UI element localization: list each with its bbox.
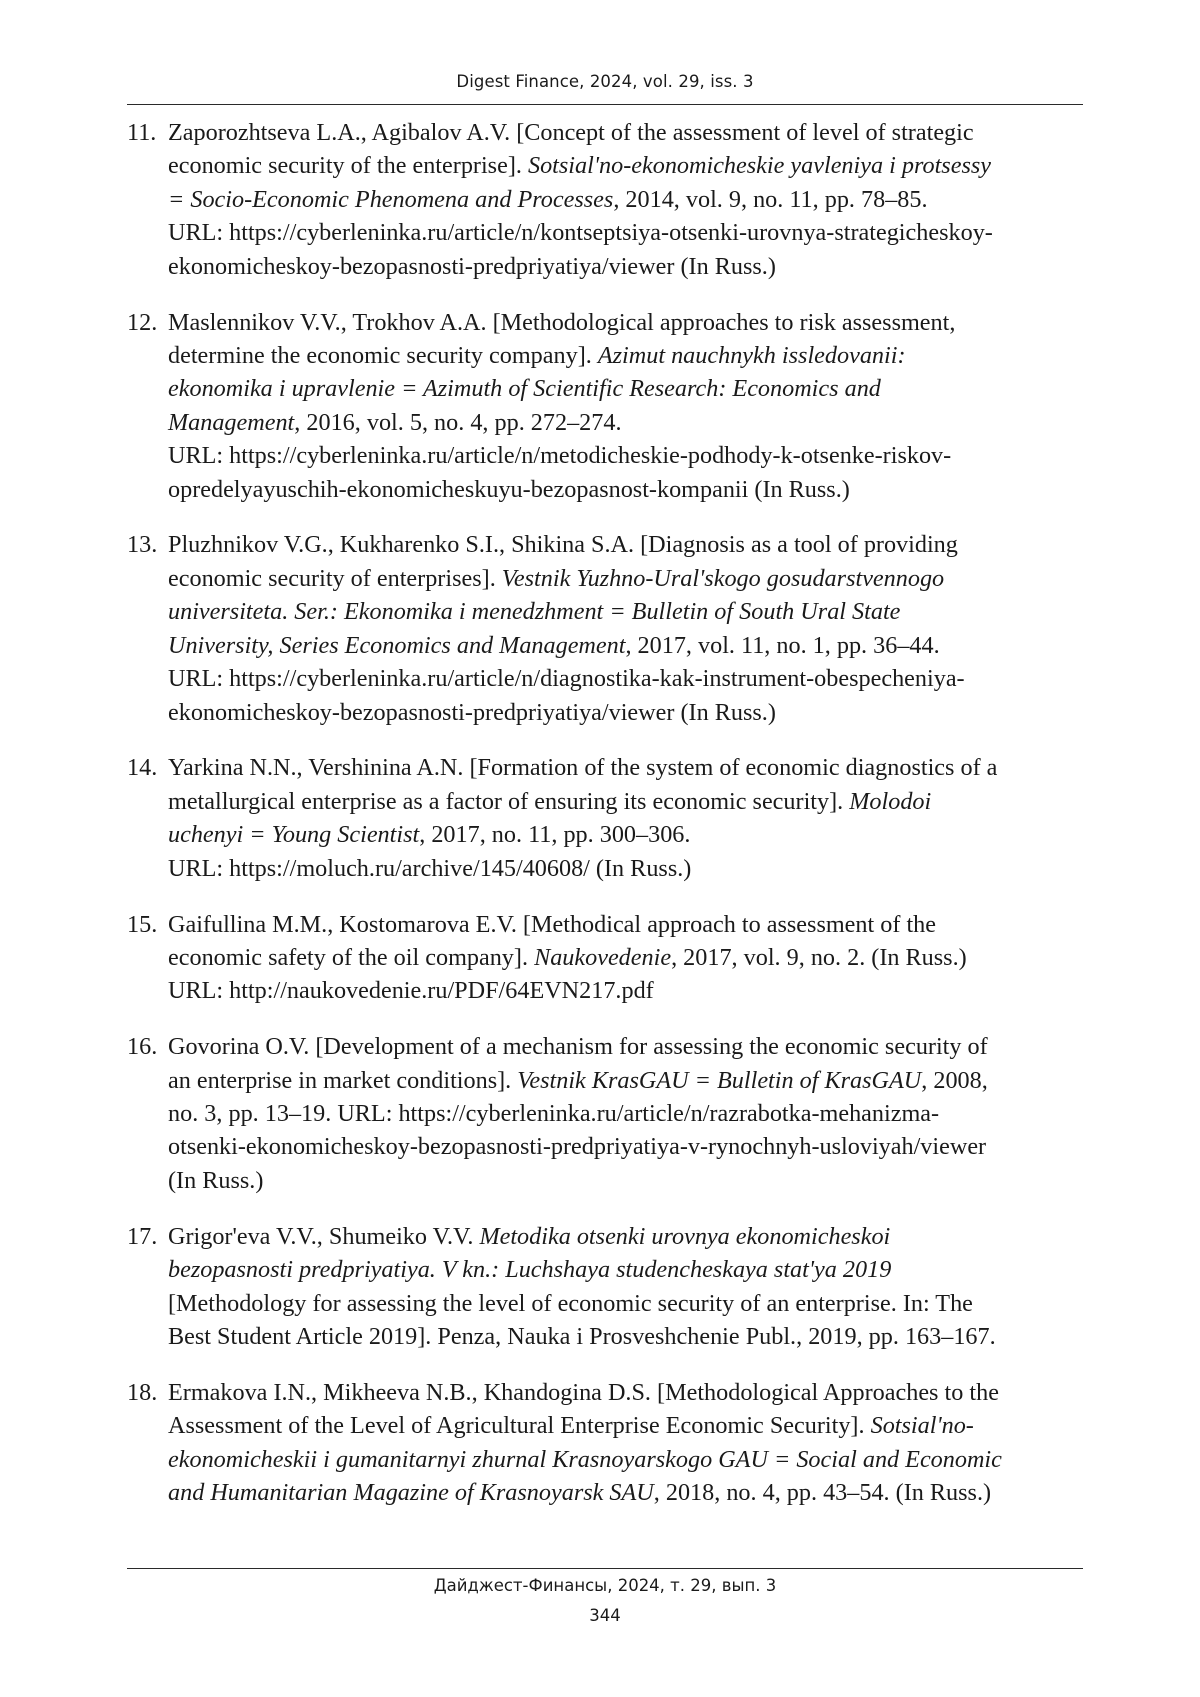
reference-source-italic: University, Series Economics and Management (168, 631, 626, 659)
reference-line (168, 1130, 1087, 1163)
reference-item (127, 908, 1087, 1008)
reference-line (168, 1443, 1087, 1476)
reference-source-italic: and Humanitarian Magazine of Krasnoyarsk SAU (168, 1479, 654, 1507)
reference-line (168, 406, 1087, 439)
reference-line (168, 1376, 1087, 1409)
reference-text: economic security of the enterprise]. (168, 152, 528, 180)
reference-text: (In Russ.) (168, 1166, 264, 1194)
footer-divider (127, 1568, 1083, 1569)
reference-line (168, 1097, 1087, 1130)
reference-line (168, 1064, 1087, 1097)
reference-number: 17. (127, 1222, 158, 1250)
reference-line (168, 941, 1087, 974)
reference-line (168, 473, 1087, 506)
reference-line (168, 1409, 1087, 1442)
reference-line (168, 372, 1087, 405)
reference-line (168, 1030, 1087, 1063)
footer-journal-title: Дайджест-Финансы, 2024, т. 29, вып. 3 (433, 1576, 777, 1595)
reference-item (127, 116, 1087, 283)
reference-number: 14. (127, 754, 158, 782)
reference-list (127, 116, 1087, 1532)
reference-text: ekonomicheskoy-bezopasnosti-predpriyatiya/viewer (In Russ.) (168, 698, 776, 726)
reference-text: Ermakova I.N., Mikheeva N.B., Khandogina D.S. [Methodological Approaches to the (168, 1378, 999, 1406)
reference-line (168, 149, 1087, 182)
reference-text: URL: https://cyberleninka.ru/article/n/diagnostika-kak-instrument-obespecheniya- (168, 665, 965, 693)
reference-text: URL: http://naukovedenie.ru/PDF/64EVN217.pdf (168, 977, 654, 1005)
reference-number: 16. (127, 1033, 158, 1061)
reference-text: URL: https://cyberleninka.ru/article/n/metodicheskie-podhody-k-otsenke-riskov- (168, 442, 952, 470)
reference-line (168, 1164, 1087, 1197)
reference-text: metallurgical enterprise as a factor of ensuring its economic security]. (168, 787, 850, 815)
reference-line (168, 116, 1087, 149)
reference-text: URL: https://cyberleninka.ru/article/n/kontseptsiya-otsenki-urovnya-strategicheskoy- (168, 219, 993, 247)
reference-number: 12. (127, 308, 158, 336)
reference-text: URL: https://moluch.ru/archive/145/40608/ (In Russ.) (168, 854, 692, 882)
reference-text: no. 3, pp. 13–19. URL: https://cyberleninka.ru/article/n/razrabotka-mehanizma- (168, 1100, 940, 1128)
reference-text: , 2017, vol. 9, no. 2. (In Russ.) (671, 943, 967, 971)
reference-item (127, 1376, 1087, 1510)
reference-text: Zaporozhtseva L.A., Agibalov A.V. [Concept of the assessment of level of strategic (168, 119, 974, 146)
reference-source-italic: Molodoi (849, 787, 932, 815)
reference-line (168, 562, 1087, 595)
reference-text: Grigor'eva V.V., Shumeiko V.V. (168, 1222, 480, 1250)
reference-source-italic: uchenyi = Young Scientist (168, 821, 420, 849)
reference-source-italic: Vestnik KrasGAU = Bulletin of KrasGAU (517, 1066, 922, 1094)
reference-item (127, 751, 1087, 885)
reference-item (127, 306, 1087, 506)
reference-text: Govorina O.V. [Development of a mechanism for assessing the economic security of (168, 1033, 988, 1061)
reference-text: economic safety of the oil company]. (168, 943, 535, 971)
reference-text: , 2008, (921, 1066, 988, 1094)
reference-line (168, 1220, 1087, 1253)
reference-item (127, 1220, 1087, 1354)
reference-number: 15. (127, 910, 158, 938)
header-divider (127, 104, 1083, 105)
reference-source-italic: ekonomicheskii i gumanitarnyi zhurnal Krasnoyarskogo GAU = Social and Economic (168, 1445, 1002, 1473)
reference-line (168, 852, 1087, 885)
reference-line (168, 785, 1087, 818)
reference-text: economic security of enterprises]. (168, 564, 502, 592)
reference-text: Maslennikov V.V., Trokhov A.A. [Methodological approaches to risk assessment, (168, 308, 956, 336)
reference-line (168, 306, 1087, 339)
reference-number: 18. (127, 1378, 158, 1406)
reference-line (168, 216, 1087, 249)
reference-source-italic: Metodika otsenki urovnya ekonomicheskoi (479, 1222, 891, 1250)
reference-line (168, 629, 1087, 662)
reference-number: 11. (127, 119, 157, 146)
reference-source-italic: = Socio-Economic Phenomena and Processes (168, 185, 614, 213)
reference-line (168, 1320, 1087, 1353)
reference-text: , 2017, vol. 11, no. 1, pp. 36–44. (625, 631, 940, 659)
reference-text: determine the economic security company]. (168, 341, 598, 369)
reference-source-italic: Sotsial'no-ekonomicheskie yavleniya i protsessy (527, 152, 992, 180)
reference-line (168, 1287, 1087, 1320)
running-header: Digest Finance, 2024, vol. 29, iss. 3 (456, 72, 754, 91)
reference-line (168, 439, 1087, 472)
reference-source-italic: Naukovedenie (534, 943, 672, 971)
reference-source-italic: universiteta. Ser.: Ekonomika i menedzhment = Bulletin of South Ural State (168, 598, 901, 626)
reference-line (168, 908, 1087, 941)
reference-text: Pluzhnikov V.G., Kukharenko S.I., Shikina S.A. [Diagnosis as a tool of providing (168, 531, 958, 559)
reference-text: , 2018, no. 4, pp. 43–54. (In Russ.) (653, 1479, 992, 1507)
reference-text: Yarkina N.N., Vershinina A.N. [Formation of the system of economic diagnostics of a (168, 754, 998, 782)
reference-source-italic: Management (168, 408, 295, 436)
reference-line (168, 662, 1087, 695)
reference-text: [Methodology for assessing the level of economic security of an enterprise. In: The (168, 1289, 973, 1317)
reference-text: an enterprise in market conditions]. (168, 1066, 518, 1094)
reference-line (168, 1253, 1087, 1286)
reference-line (168, 339, 1087, 372)
reference-text: opredelyayuschih-ekonomicheskuyu-bezopasnost-kompanii (In Russ.) (168, 475, 850, 503)
reference-item (127, 1030, 1087, 1197)
reference-text: , 2014, vol. 9, no. 11, pp. 78–85. (613, 185, 928, 213)
reference-line (168, 696, 1087, 729)
reference-source-italic: bezopasnosti predpriyatiya. V kn.: Luchshaya studencheskaya stat'ya 2019 (168, 1256, 892, 1284)
reference-text: Gaifullina M.M., Kostomarova E.V. [Methodical approach to assessment of the (168, 910, 937, 938)
reference-text: ekonomicheskoy-bezopasnosti-predpriyatiya/viewer (In Russ.) (168, 252, 776, 280)
reference-line (168, 528, 1087, 561)
reference-line (168, 595, 1087, 628)
reference-text: , 2016, vol. 5, no. 4, pp. 272–274. (294, 408, 622, 436)
reference-line (168, 974, 1087, 1007)
reference-source-italic: ekonomika i upravlenie = Azimuth of Scientific Research: Economics and (168, 375, 881, 403)
reference-number: 13. (127, 531, 158, 559)
reference-source-italic: Azimut nauchnykh issledovanii: (597, 341, 906, 369)
reference-line (168, 751, 1087, 784)
reference-source-italic: Vestnik Yuzhno-Ural'skogo gosudarstvennogo (501, 564, 945, 592)
reference-text: , 2017, no. 11, pp. 300–306. (419, 821, 691, 849)
reference-line (168, 1476, 1087, 1509)
reference-line (168, 250, 1087, 283)
reference-source-italic: Sotsial'no- (870, 1412, 974, 1440)
reference-line (168, 183, 1087, 216)
reference-text: otsenki-ekonomicheskoy-bezopasnosti-predpriyatiya-v-rynochnyh-usloviyah/viewer (168, 1133, 987, 1161)
page-number: 344 (589, 1606, 621, 1625)
reference-item (127, 528, 1087, 728)
reference-text: Best Student Article 2019]. Penza, Nauka i Prosveshchenie Publ., 2019, pp. 163–167. (168, 1323, 996, 1350)
reference-text: Assessment of the Level of Agricultural Enterprise Economic Security]. (168, 1412, 871, 1440)
reference-line (168, 818, 1087, 851)
